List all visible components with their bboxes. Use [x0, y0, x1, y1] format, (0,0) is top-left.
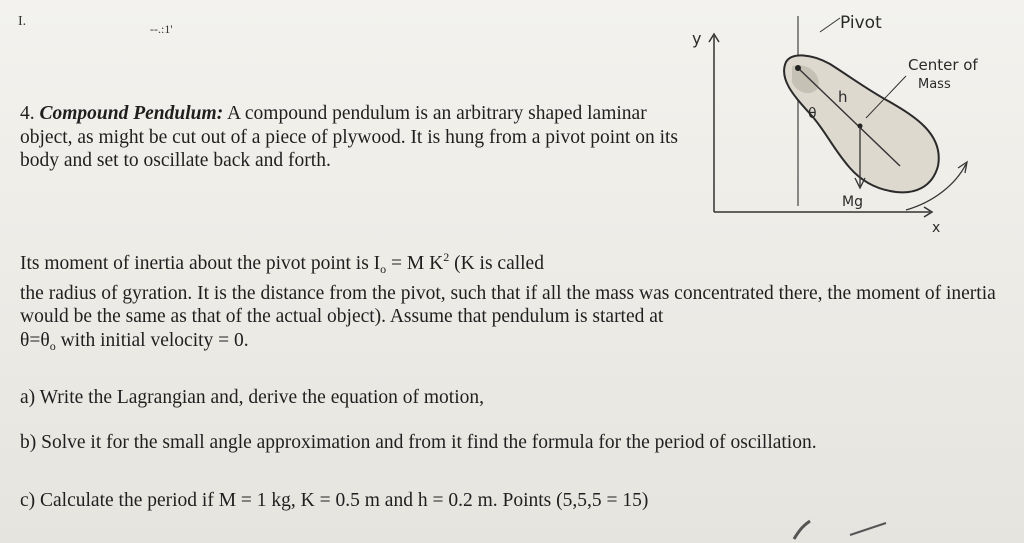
question-c: c) Calculate the period if M = 1 kg, K = 0.5 m and h = 0.2 m. Points (5,5,5 = 15) [20, 490, 649, 511]
moment-of-inertia-paragraph [20, 246, 1015, 358]
header-fragment-middle: --.:1' [150, 22, 173, 36]
com-label-line2: Mass [918, 77, 951, 92]
pivot-point [795, 65, 801, 71]
theta-end: with initial velocity = 0. [55, 329, 249, 351]
theta-label: θ [808, 106, 817, 122]
theta-start: θ=θ [20, 329, 50, 351]
h-label: h [838, 88, 848, 106]
subscript-o: o [380, 262, 387, 276]
mg-label: Mg [842, 194, 863, 210]
header-fragment-left: I. [18, 14, 27, 29]
moment-text-3: the radius of gyration. It is the distance from the pivot, such that if all the mass was concentrated there, the moment of inertia would be the same as that of the actual object). Assume that pendulum is started at [20, 282, 996, 327]
pen-scribble [760, 515, 910, 543]
theta-subscript: o [49, 338, 56, 353]
problem-intro: 4. Compound Pendulum: A compound pendulum is an arbitrary shaped laminar object, as might be cut out of a piece of plywood. It is hung from a pivot point on its body and set to oscillate back and forth. [20, 103, 679, 171]
problem-title: Compound Pendulum [39, 103, 217, 124]
pendulum-diagram [692, 6, 1024, 238]
problem-number: 4. [20, 103, 35, 124]
moment-equation: = M K [386, 253, 444, 274]
com-label-line1: Center of [908, 56, 978, 74]
moment-text-2: (K is called [449, 253, 544, 274]
superscript-2: 2 [443, 250, 450, 264]
moment-text-1: Its moment of inertia about the pivot point is I [20, 253, 381, 274]
question-b: b) Solve it for the small angle approximation and from it find the formula for the period of oscillation. [20, 432, 817, 453]
question-a: a) Write the Lagrangian and, derive the equation of motion, [20, 387, 484, 408]
problem-intro-text: A compound pendulum is an arbitrary shaped laminar object, as might be cut out of a piece of plywood. It is hung from a pivot point on its body and set to oscillate back and forth. [20, 103, 679, 171]
y-axis-label: y [692, 29, 702, 48]
x-axis-label: x [932, 220, 941, 236]
pivot-label: Pivot [840, 13, 882, 33]
pivot-leader-line [820, 18, 840, 32]
